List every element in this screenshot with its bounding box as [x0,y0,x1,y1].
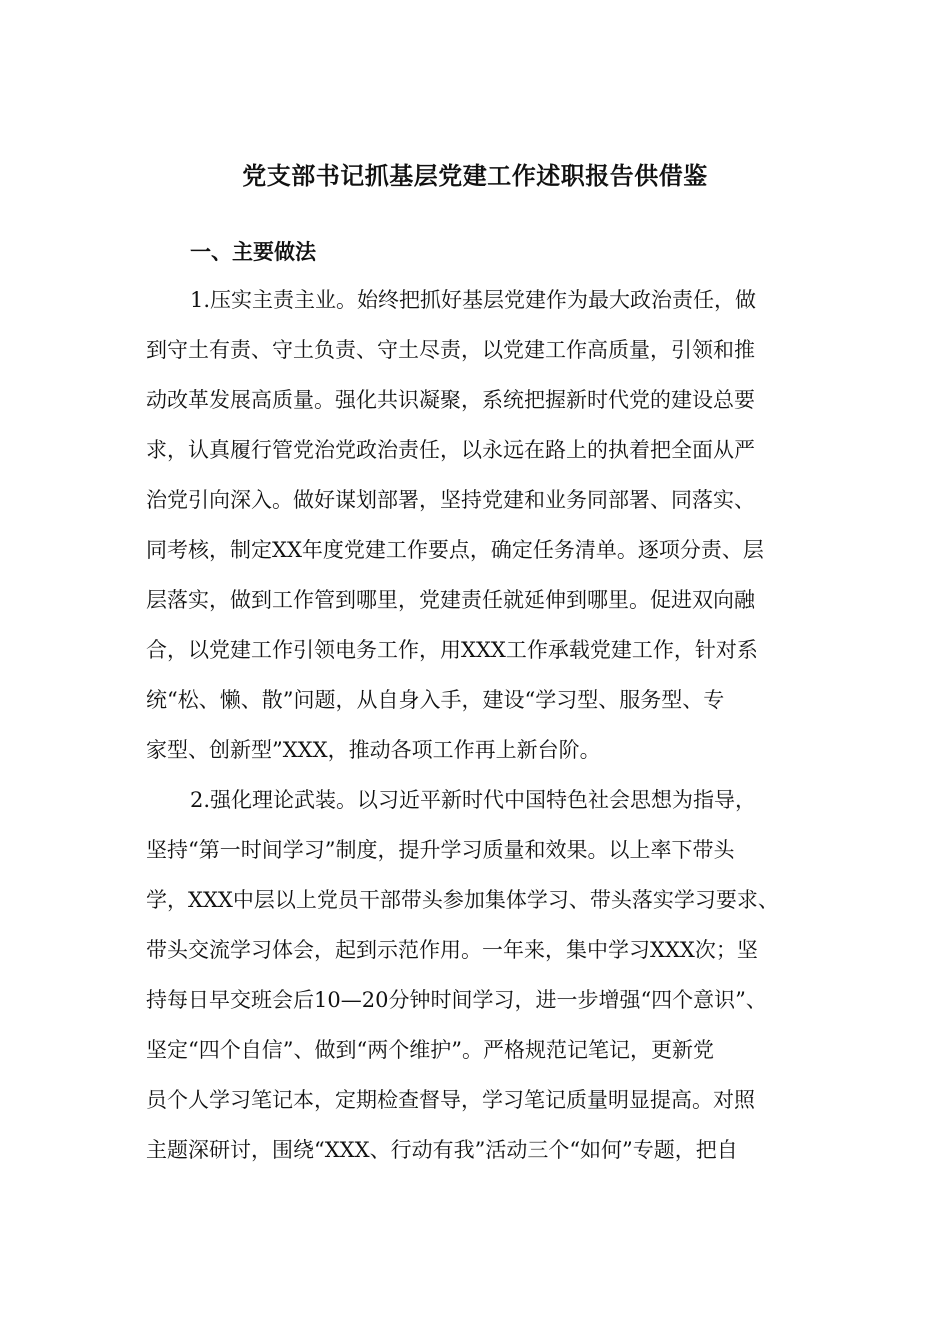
paragraph-line: 合，以党建工作引领电务工作，用XXX工作承载党建工作，针对系 [146,638,758,662]
paragraph-line: 主题深研讨，围绕“XXX、行动有我”活动三个“如何”专题，把自 [146,1138,738,1162]
paragraph-line: 层落实，做到工作管到哪里，党建责任就延伸到哪里。促进双向融 [146,588,755,612]
paragraph-line: 员个人学习笔记本，定期检查督导，学习笔记质量明显提高。对照 [146,1088,755,1112]
paragraph-1 [146,275,814,775]
paragraph-line: 家型、创新型”XXX，推动各项工作再上新台阶。 [146,738,601,762]
paragraph-line: 带头交流学习体会，起到示范作用。一年来，集中学习XXX次；坚 [146,938,758,962]
paragraph-line: 坚持“第一时间学习”制度，提升学习质量和效果。以上率下带头 [146,838,735,862]
paragraph-line: 动改革发展高质量。强化共识凝聚，系统把握新时代党的建设总要 [146,388,755,412]
paragraph-line: 持每日早交班会后10—20分钟时间学习，进一步增强“四个意识”、 [146,988,767,1012]
paragraph-line: 求，认真履行管党治党政治责任，以永远在路上的执着把全面从严 [146,438,755,462]
paragraph-line: 2.强化理论武装。以习近平新时代中国特色社会思想为指导， [190,788,757,812]
section-heading: 一、主要做法 [190,239,316,264]
paragraph-line: 坚定“四个自信”、做到“两个维护”。严格规范记笔记，更新党 [146,1038,714,1062]
paragraph-line: 学，XXX中层以上党员干部带头参加集体学习、带头落实学习要求、 [146,888,779,912]
paragraph-line: 到守土有责、守土负责、守土尽责，以党建工作高质量，引领和推 [146,338,755,362]
paragraph-line: 统“松、懒、散”问题，从自身入手，建设“学习型、服务型、专 [146,688,725,712]
paragraph-line: 同考核，制定XX年度党建工作要点，确定任务清单。逐项分责、层 [146,538,764,562]
paragraph-line: 治党引向深入。做好谋划部署，坚持党建和业务同部署、同落实、 [146,488,755,512]
paragraph-line: 1.压实主责主业。始终把抓好基层党建作为最大政治责任，做 [190,288,757,312]
paragraph-2 [146,775,814,1175]
document-title: 党支部书记抓基层党建工作述职报告供借鉴 [242,161,708,190]
